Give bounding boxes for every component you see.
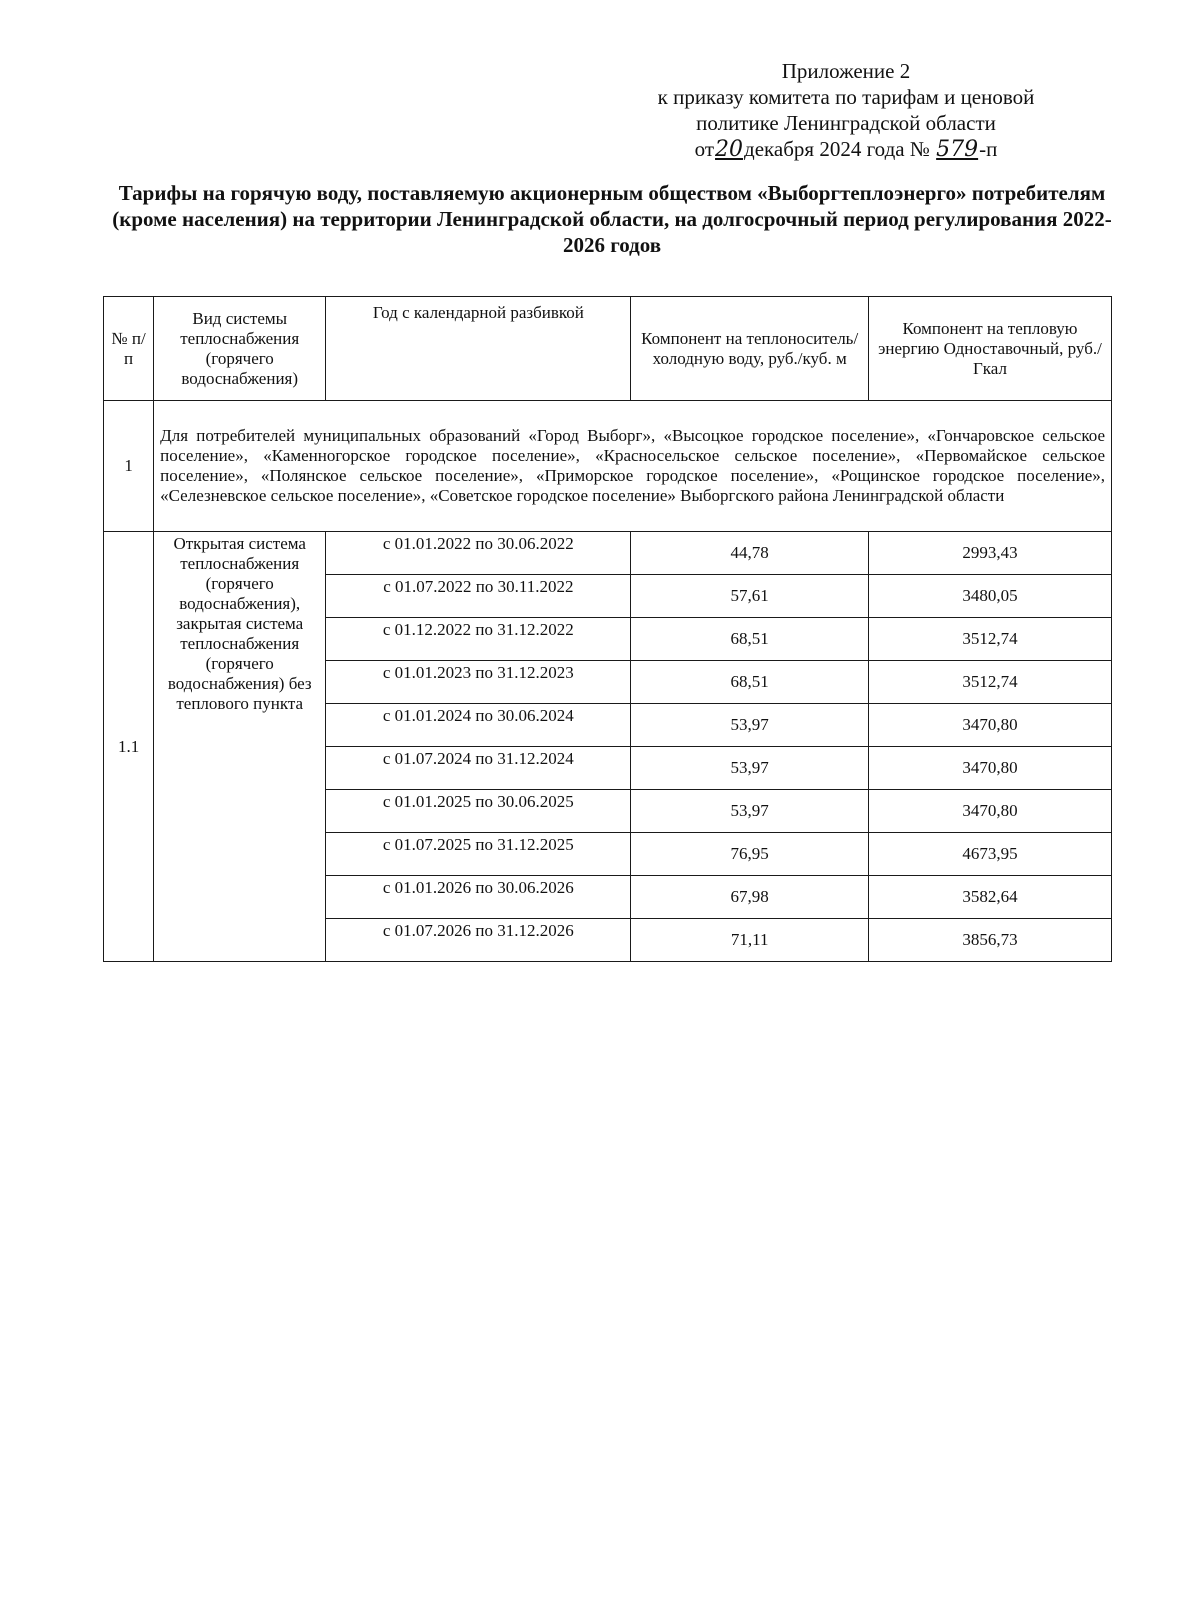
group-num: 1	[104, 401, 154, 532]
row-heat-component: 3856,73	[868, 919, 1111, 962]
row-heat-component: 2993,43	[868, 532, 1111, 575]
order-suffix: -п	[979, 137, 998, 161]
row-period: с 01.07.2022 по 30.11.2022	[326, 575, 631, 618]
row-period: с 01.07.2024 по 31.12.2024	[326, 747, 631, 790]
appendix-title: Приложение 2	[781, 59, 911, 83]
row-period: с 01.01.2024 по 30.06.2024	[326, 704, 631, 747]
row-period: с 01.07.2025 по 31.12.2025	[326, 833, 631, 876]
header-component-water: Компонент на теплоноситель/холодную воду, руб./куб. м	[631, 297, 869, 401]
appendix-order-ref: к приказу комитета по тарифам и ценовой	[657, 85, 1035, 109]
row-period: с 01.01.2023 по 31.12.2023	[326, 661, 631, 704]
row-heat-component: 3512,74	[868, 618, 1111, 661]
row-heat-component: 3470,80	[868, 747, 1111, 790]
row-period: с 01.01.2022 по 30.06.2022	[326, 532, 631, 575]
row-water-component: 67,98	[631, 876, 869, 919]
row-heat-component: 3470,80	[868, 790, 1111, 833]
appendix-header	[616, 58, 1076, 163]
handwritten-order-number: 579	[936, 137, 979, 162]
row-water-component: 53,97	[631, 790, 869, 833]
handwritten-day: 20	[715, 137, 744, 162]
header-num: № п/п	[104, 297, 154, 401]
document-title: Тарифы на горячую воду, поставляемую акционерным обществом «Выборгтеплоэнерго» потребителям (кроме населения) на территории Ленинградской области, на долгосрочный период регулирования 2022-2026 годов	[112, 181, 1112, 257]
header-system-type: Вид системы теплоснабжения (горячего водоснабжения)	[154, 297, 326, 401]
table-row	[104, 532, 1112, 575]
row-water-component: 68,51	[631, 661, 869, 704]
row-period: с 01.07.2026 по 31.12.2026	[326, 919, 631, 962]
subgroup-num: 1.1	[104, 532, 154, 962]
row-period: с 01.01.2025 по 30.06.2025	[326, 790, 631, 833]
row-heat-component: 3582,64	[868, 876, 1111, 919]
header-period: Год с календарной разбивкой	[326, 297, 631, 401]
header-component-heat: Компонент на тепловую энергию Одноставочный, руб./Гкал	[868, 297, 1111, 401]
row-heat-component: 3512,74	[868, 661, 1111, 704]
appendix-authority: политике Ленинградской области	[696, 111, 996, 135]
row-water-component: 76,95	[631, 833, 869, 876]
row-water-component: 53,97	[631, 704, 869, 747]
row-water-component: 57,61	[631, 575, 869, 618]
row-heat-component: 3480,05	[868, 575, 1111, 618]
group-row	[104, 401, 1112, 532]
date-prefix: от	[694, 137, 715, 161]
row-water-component: 71,11	[631, 919, 869, 962]
table-header-row	[104, 297, 1112, 401]
row-heat-component: 4673,95	[868, 833, 1111, 876]
row-period: с 01.01.2026 по 30.06.2026	[326, 876, 631, 919]
row-period: с 01.12.2022 по 31.12.2022	[326, 618, 631, 661]
row-heat-component: 3470,80	[868, 704, 1111, 747]
row-water-component: 68,51	[631, 618, 869, 661]
row-water-component: 53,97	[631, 747, 869, 790]
appendix-date-line	[616, 136, 1076, 163]
subgroup-system-type: Открытая система теплоснабжения (горячего водоснабжения), закрытая система теплоснабжения (горячего водоснабжения) без теплового пункта	[154, 532, 326, 962]
tariff-table	[103, 296, 1112, 962]
group-description: Для потребителей муниципальных образований «Город Выборг», «Высоцкое городское поселение», «Гончаровское сельское поселение», «Каменногорское городское поселение», «Красносельское сельское поселение», «Первомайское сельское поселение», «Полянское сельское поселение», «Приморское городское поселение», «Рощинское городское поселение», «Селезневское сельское поселение», «Советское городское поселение» Выборгского района Ленинградской области	[154, 401, 1112, 532]
date-middle: декабря 2024 года №	[744, 137, 930, 161]
row-water-component: 44,78	[631, 532, 869, 575]
